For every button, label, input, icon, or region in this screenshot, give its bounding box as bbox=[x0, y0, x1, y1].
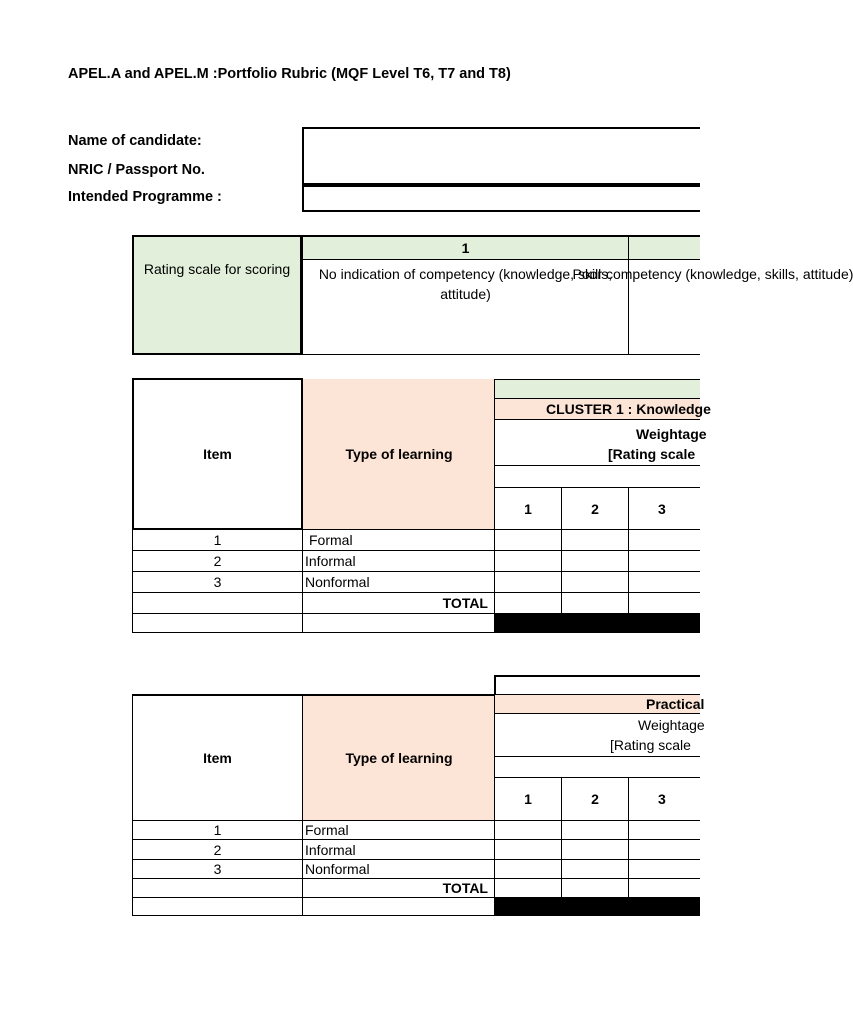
cluster1-type-header: Type of learning bbox=[302, 379, 495, 530]
cluster1-row2-type: Informal bbox=[302, 550, 495, 572]
cluster2-top-bar bbox=[494, 675, 700, 695]
cluster1-footer-black-bar bbox=[494, 613, 700, 633]
cluster2-footer-black-bar bbox=[494, 897, 700, 916]
cluster1-scale-col-1: 1 bbox=[494, 487, 562, 530]
cluster1-row1-type: Formal bbox=[302, 529, 495, 551]
cluster2-row3-score1[interactable] bbox=[494, 859, 562, 879]
cluster1-row3-type: Nonformal bbox=[302, 571, 495, 593]
rating-scale-label: Rating scale for scoring bbox=[132, 235, 302, 355]
cluster1-row1-score2[interactable] bbox=[561, 529, 629, 551]
intended-programme-label: Intended Programme : bbox=[68, 189, 222, 205]
cluster2-total-score2[interactable] bbox=[561, 878, 629, 898]
cluster2-footer-item bbox=[132, 897, 303, 916]
document-title: APEL.A and APEL.M :Portfolio Rubric (MQF Level T6, T7 and T8) bbox=[68, 66, 511, 82]
cluster2-scale-col-3: 3 bbox=[628, 777, 700, 821]
cluster1-title: CLUSTER 1 : Knowledge bbox=[494, 398, 700, 420]
rating-scale-col2-desc-text: Poor competency (knowledge, skills, attitude) bbox=[572, 266, 853, 282]
cluster2-rating-scale: [Rating scale bbox=[610, 737, 691, 753]
cluster2-weightage: Weightage bbox=[638, 717, 705, 733]
cluster2-title: Practical bbox=[494, 694, 700, 714]
rating-scale-col2-header bbox=[628, 235, 700, 260]
cluster1-green-bar bbox=[494, 379, 700, 399]
cluster2-row1-score2[interactable] bbox=[561, 820, 629, 840]
cluster2-row2-score1[interactable] bbox=[494, 839, 562, 860]
cluster2-row1-score3[interactable] bbox=[628, 820, 700, 840]
cluster1-row2-item: 2 bbox=[132, 550, 303, 572]
cluster1-blank-row bbox=[494, 465, 700, 488]
cluster2-scale-col-1: 1 bbox=[494, 777, 562, 821]
cluster1-weightage-cell bbox=[494, 419, 707, 466]
cluster2-row3-score2[interactable] bbox=[561, 859, 629, 879]
cluster1-total-item bbox=[132, 592, 303, 614]
cluster1-row3-item: 3 bbox=[132, 571, 303, 593]
cluster1-scale-col-2: 2 bbox=[561, 487, 629, 530]
cluster2-row2-item: 2 bbox=[132, 839, 303, 860]
cluster2-type-header: Type of learning bbox=[302, 694, 495, 821]
rating-scale-col2-desc bbox=[572, 259, 853, 355]
cluster1-rating-scale: [Rating scale bbox=[608, 446, 696, 462]
cluster1-item-header: Item bbox=[132, 378, 303, 530]
cluster1-total-score2[interactable] bbox=[561, 592, 629, 614]
cluster1-footer-type bbox=[302, 613, 495, 633]
cluster1-footer-item bbox=[132, 613, 303, 633]
name-of-candidate-field[interactable] bbox=[302, 127, 700, 158]
cluster2-row2-score3[interactable] bbox=[628, 839, 700, 860]
cluster1-row3-score2[interactable] bbox=[561, 571, 629, 593]
cluster2-weightage-cell bbox=[494, 713, 705, 757]
cluster1-total-label: TOTAL bbox=[302, 592, 495, 614]
rating-scale-col1-header: 1 bbox=[302, 235, 629, 260]
nric-passport-field[interactable] bbox=[302, 156, 700, 185]
cluster1-total-score1[interactable] bbox=[494, 592, 562, 614]
cluster2-total-item bbox=[132, 878, 303, 898]
cluster2-row3-type: Nonformal bbox=[302, 859, 495, 879]
cluster1-weightage: Weightage bbox=[636, 426, 707, 442]
cluster2-footer-type bbox=[302, 897, 495, 916]
cluster2-row3-item: 3 bbox=[132, 859, 303, 879]
cluster1-row2-score2[interactable] bbox=[561, 550, 629, 572]
cluster2-row2-type: Informal bbox=[302, 839, 495, 860]
cluster2-row1-item: 1 bbox=[132, 820, 303, 840]
cluster2-total-score3[interactable] bbox=[628, 878, 700, 898]
cluster1-scale-col-3: 3 bbox=[628, 487, 700, 530]
rating-scale-col1-desc: No indication of competency (knowledge, skills, attitude) bbox=[302, 259, 629, 355]
cluster2-row3-score3[interactable] bbox=[628, 859, 700, 879]
nric-passport-label: NRIC / Passport No. bbox=[68, 162, 205, 178]
cluster1-row2-score3[interactable] bbox=[628, 550, 700, 572]
cluster1-total-score3[interactable] bbox=[628, 592, 700, 614]
cluster1-row1-item: 1 bbox=[132, 529, 303, 551]
cluster1-row1-score3[interactable] bbox=[628, 529, 700, 551]
cluster1-row3-score1[interactable] bbox=[494, 571, 562, 593]
cluster2-item-header: Item bbox=[132, 694, 303, 821]
name-of-candidate-label: Name of candidate: bbox=[68, 133, 202, 149]
cluster2-row1-type: Formal bbox=[302, 820, 495, 840]
cluster1-row3-score3[interactable] bbox=[628, 571, 700, 593]
cluster1-row2-score1[interactable] bbox=[494, 550, 562, 572]
cluster2-row1-score1[interactable] bbox=[494, 820, 562, 840]
cluster2-scale-col-2: 2 bbox=[561, 777, 629, 821]
cluster2-blank-row bbox=[494, 756, 700, 778]
cluster1-row1-score1[interactable] bbox=[494, 529, 562, 551]
cluster2-row2-score2[interactable] bbox=[561, 839, 629, 860]
cluster2-total-score1[interactable] bbox=[494, 878, 562, 898]
intended-programme-field[interactable] bbox=[302, 185, 700, 212]
cluster2-total-label: TOTAL bbox=[302, 878, 495, 898]
